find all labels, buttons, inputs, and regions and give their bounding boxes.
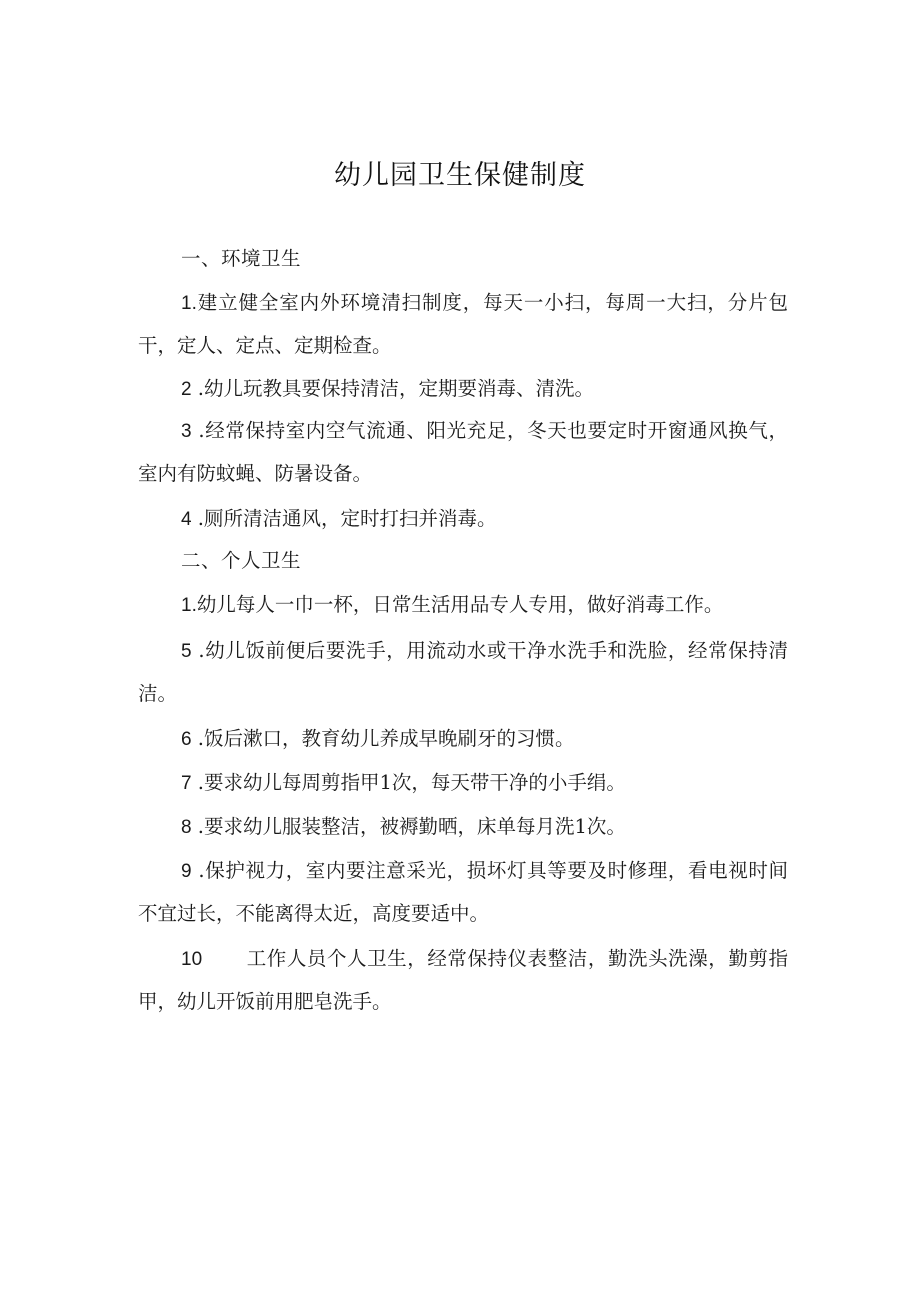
item-number: 4 (181, 509, 192, 530)
list-item (138, 498, 788, 541)
item-number: 2 (181, 379, 192, 400)
item-number: 1. (181, 595, 197, 616)
list-item (138, 718, 788, 761)
item-text: .厕所清洁通风，定时打扫并消毒。 (197, 507, 497, 530)
item-number: 1. (181, 293, 197, 314)
item-text: .要求幼儿服装整洁，被褥勤晒，床单每月洗1次。 (197, 815, 626, 838)
section-heading-environment: 一、环境卫生 (181, 247, 302, 270)
item-text: .幼儿饭前便后要洗手，用流动水或干净水洗手和洗脸，经常保持清洁。 (138, 639, 789, 705)
list-item (138, 850, 788, 935)
item-number: 10 (181, 949, 203, 970)
list-item (138, 282, 788, 367)
item-text: .饭后漱口，教育幼儿养成早晚刷牙的习惯。 (197, 727, 575, 750)
item-number: 3 (181, 421, 192, 442)
section-heading-personal: 二、个人卫生 (181, 549, 302, 572)
item-number: 5 (181, 641, 192, 662)
list-item (138, 938, 788, 1023)
item-number: 6 (181, 729, 192, 750)
item-text: 建立健全室内外环境清扫制度，每天一小扫，每周一大扫，分片包干，定人、定点、定期检查。 (138, 291, 788, 357)
list-item (138, 762, 788, 805)
list-item (138, 806, 788, 849)
item-number: 7 (181, 773, 192, 794)
item-text: 工作人员个人卫生，经常保持仪表整洁，勤洗头洗澡，勤剪指甲，幼儿开饭前用肥皂洗手。 (138, 947, 788, 1013)
item-text: .要求幼儿每周剪指甲1次，每天带干净的小手绢。 (197, 771, 626, 794)
item-text: .保护视力，室内要注意采光，损坏灯具等要及时修理，看电视时间不宜过长，不能离得太近，高度要适中。 (138, 859, 789, 925)
item-text: 幼儿每人一巾一杯，日常生活用品专人专用，做好消毒工作。 (196, 593, 724, 616)
list-item (138, 410, 788, 495)
list-item (138, 630, 788, 715)
list-item (138, 368, 788, 411)
item-text: .幼儿玩教具要保持清洁，定期要消毒、清洗。 (197, 377, 594, 400)
page-title: 幼儿园卫生保健制度 (334, 160, 586, 191)
item-text: .经常保持室内空气流通、阳光充足，冬天也要定时开窗通风换气，室内有防蚊蝇、防暑设备。 (138, 419, 789, 485)
item-number: 8 (181, 817, 192, 838)
list-item (138, 584, 788, 627)
item-number: 9 (181, 861, 192, 882)
